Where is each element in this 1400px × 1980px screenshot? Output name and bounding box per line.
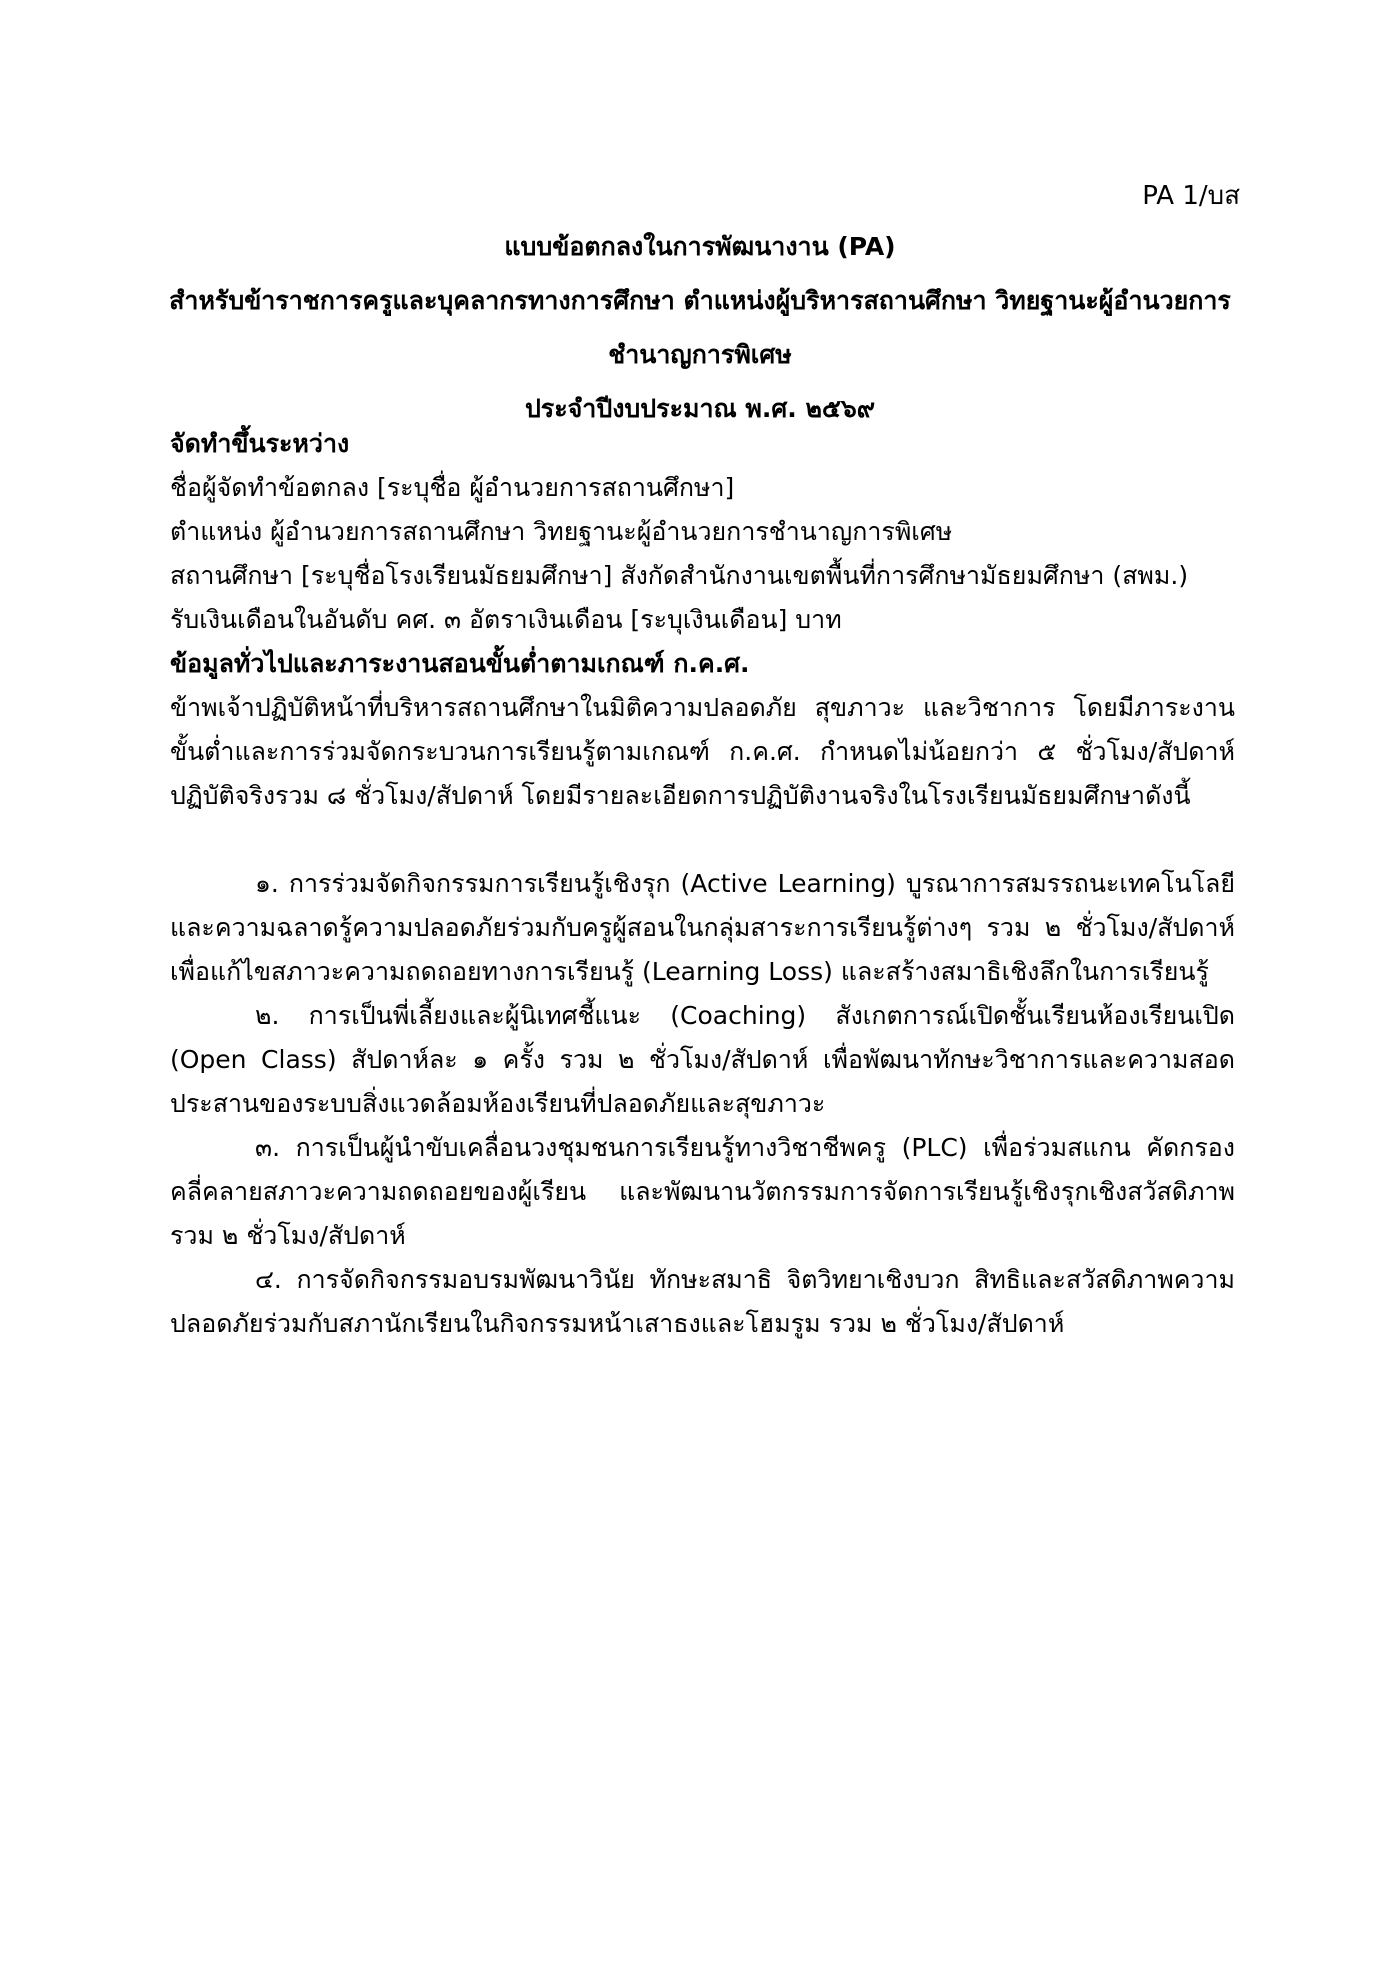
spacer <box>170 818 1235 862</box>
workload-item-2: ๒. การเป็นพี่เลี้ยงและผู้นิเทศชี้แนะ (Coaching) สังเกตการณ์เปิดชั้นเรียนห้องเรียนเปิด (Open Class) สัปดาห์ละ ๑ ครั้ง รวม ๒ ชั่วโมง/สัปดาห์ เพื่อพัฒนาทักษะวิชาการและความสอดประสานของระบบสิ่งแวดล้อมห้องเรียนที่ปลอดภัยและสุขภาวะ <box>170 1001 1235 1118</box>
general-info-paragraph: ข้าพเจ้าปฏิบัติหน้าที่บริหารสถานศึกษาในมิติความปลอดภัย สุขภาวะ และวิชาการ โดยมีภาระงานขั้นต่ำและการร่วมจัดกระบวนการเรียนรู้ตามเกณฑ์ ก.ค.ศ. กำหนดไม่น้อยกว่า ๕ ชั่วโมง/สัปดาห์ ปฏิบัติจริงรวม ๘ ชั่วโมง/สัปดาห์ โดยมีรายละเอียดการปฏิบัติงานจริงในโรงเรียนมัธยมศึกษาดังนี้ <box>170 693 1235 810</box>
title-line-4: ประจำปีงบประมาณ พ.ศ. ๒๕๖๙ <box>524 394 876 423</box>
parties-heading: จัดทำขึ้นระหว่าง <box>170 429 350 458</box>
general-info-heading: ข้อมูลทั่วไปและภาระงานสอนขั้นต่ำตามเกณฑ์ ก.ค.ศ. <box>170 649 750 678</box>
workload-item-1: ๑. การร่วมจัดกิจกรรมการเรียนรู้เชิงรุก (Active Learning) บูรณาการสมรรถนะเทคโนโลยีและความฉลาดรู้ความปลอดภัยร่วมกับครูผู้สอนในกลุ่มสาระการเรียนรู้ต่างๆ รวม ๒ ชั่วโมง/สัปดาห์ เพื่อแก้ไขสภาวะความถดถอยทางการเรียนรู้ (Learning Loss) และสร้างสมาธิเชิงลึกในการเรียนรู้ <box>170 869 1235 986</box>
agreement-maker-name: ชื่อผู้จัดทำข้อตกลง [ระบุชื่อ ผู้อำนวยการสถานศึกษา] <box>170 473 735 502</box>
title-line-2: สำหรับข้าราชการครูและบุคลากรทางการศึกษา ตำแหน่งผู้บริหารสถานศึกษา วิทยฐานะผู้อำนวยการ <box>169 286 1231 315</box>
title-line-3: ชำนาญการพิเศษ <box>608 340 792 369</box>
salary-line: รับเงินเดือนในอันดับ คศ. ๓ อัตราเงินเดือน [ระบุเงินเดือน] บาท <box>170 605 842 634</box>
form-code: PA 1/บส <box>1142 181 1240 211</box>
workload-item-4: ๔. การจัดกิจกรรมอบรมพัฒนาวินัย ทักษะสมาธิ จิตวิทยาเชิงบวก สิทธิและสวัสดิภาพความปลอดภัยร่วมกับสภานักเรียนในกิจกรรมหน้าเสาธงและโฮมรูม รวม ๒ ชั่วโมง/สัปดาห์ <box>170 1265 1235 1338</box>
workload-item-3: ๓. การเป็นผู้นำขับเคลื่อนวงชุมชนการเรียนรู้ทางวิชาชีพครู (PLC) เพื่อร่วมสแกน คัดกรอง คลี่คลายสภาวะความถดถอยของผู้เรียน และพัฒนานวัตกรรมการจัดการเรียนรู้เชิงรุกเชิงสวัสดิภาพ รวม ๒ ชั่วโมง/สัปดาห์ <box>170 1133 1235 1250</box>
document-title <box>140 220 1260 436</box>
school-line: สถานศึกษา [ระบุชื่อโรงเรียนมัธยมศึกษา] สังกัดสำนักงานเขตพื้นที่การศึกษามัธยมศึกษา (สพม.) <box>170 561 1189 590</box>
title-line-1: แบบข้อตกลงในการพัฒนางาน (PA) <box>504 232 896 261</box>
position-line: ตำแหน่ง ผู้อำนวยการสถานศึกษา วิทยฐานะผู้อำนวยการชำนาญการพิเศษ <box>170 517 953 546</box>
document-body <box>170 422 1235 1346</box>
